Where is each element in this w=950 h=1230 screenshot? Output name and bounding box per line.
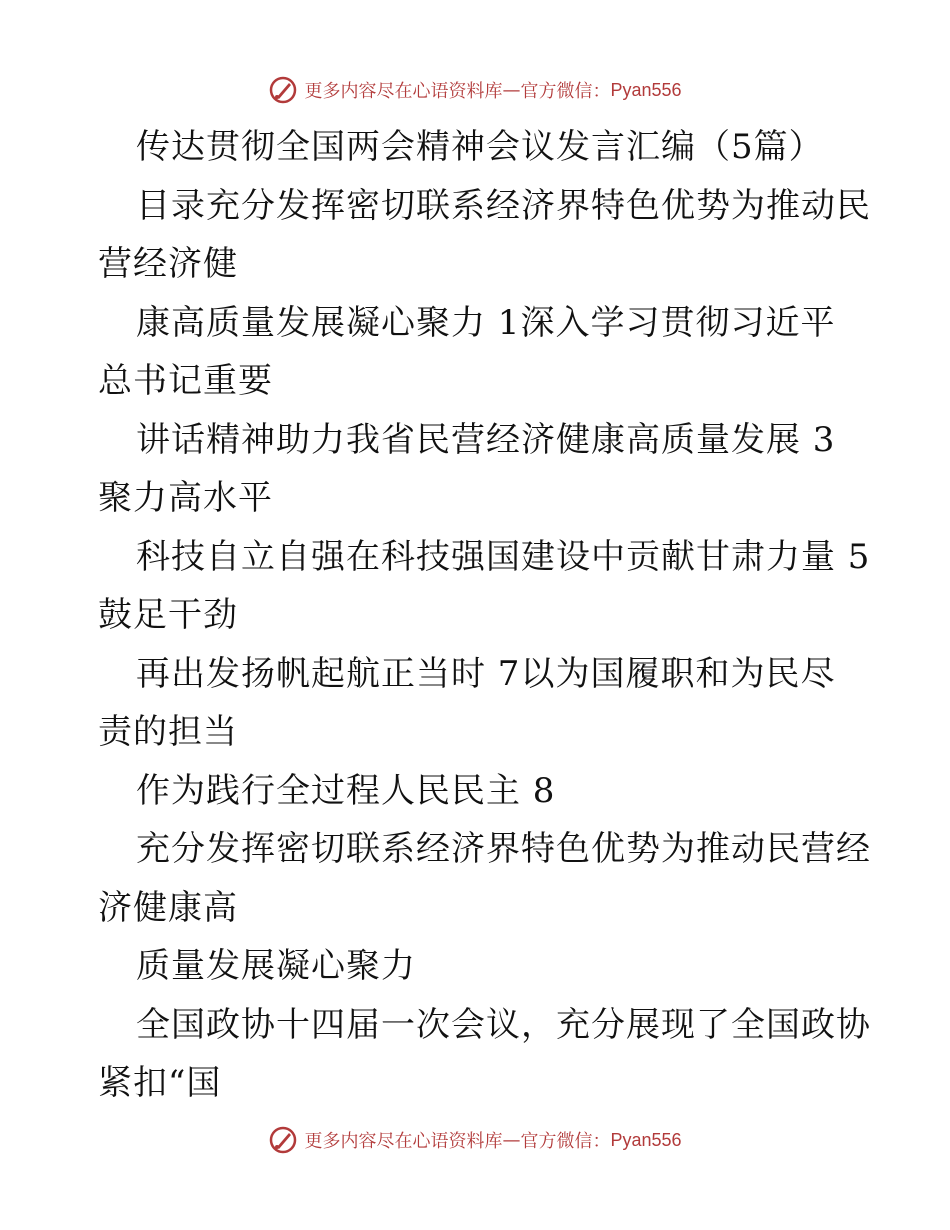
toc-line: 作为践行全过程人民民主 8 (136, 770, 556, 811)
toc-line: 康高质量发展凝心聚力 1深入学习贯彻习近平 (136, 302, 836, 343)
toc-line: 聚力高水平 (98, 478, 273, 518)
quill-pen-in-circle-icon (268, 1125, 298, 1155)
banner-text: 更多内容尽在心语资料库 (304, 1131, 503, 1152)
quill-pen-in-circle-icon (268, 75, 298, 105)
banner-label: 官方微信： (520, 1131, 611, 1152)
toc-line: 责的担当 (98, 712, 238, 752)
banner-text: 更多内容尽在心语资料库 (304, 81, 503, 102)
banner-separator: — (502, 1129, 521, 1151)
section-heading-line: 质量发展凝心聚力 (136, 946, 416, 986)
toc-line: 再出发扬帆起航正当时 7以为国履职和为民尽 (136, 653, 836, 694)
footer-banner (0, 1120, 950, 1160)
section-heading-line: 济健康高 (98, 887, 238, 928)
paragraph-line: 紧扣“国 (98, 1063, 222, 1103)
toc-line: 总书记重要 (98, 361, 273, 401)
doc-title: 传达贯彻全国两会精神会议发言汇编（5篇） (136, 127, 824, 167)
banner-label: 官方微信： (520, 81, 611, 102)
toc-line: 鼓足干劲 (98, 595, 238, 635)
paragraph-line: 全国政协十四届一次会议，充分展现了全国政协 (136, 1004, 871, 1045)
banner-wechat-id: Pyan556 (610, 1129, 682, 1150)
toc-line: 目录充分发挥密切联系经济界特色优势为推动民 (136, 185, 871, 226)
header-banner (0, 70, 950, 110)
toc-line: 讲话精神助力我省民营经济健康高质量发展 3 (136, 419, 836, 460)
toc-line: 营经济健 (98, 244, 238, 284)
toc-line: 科技自立自强在科技强国建设中贡献甘肃力量 5 (136, 536, 871, 577)
banner-wechat-id: Pyan556 (610, 79, 682, 100)
section-heading-line: 充分发挥密切联系经济界特色优势为推动民营经 (136, 829, 871, 869)
document-body (98, 118, 871, 1113)
banner-separator: — (502, 79, 521, 101)
